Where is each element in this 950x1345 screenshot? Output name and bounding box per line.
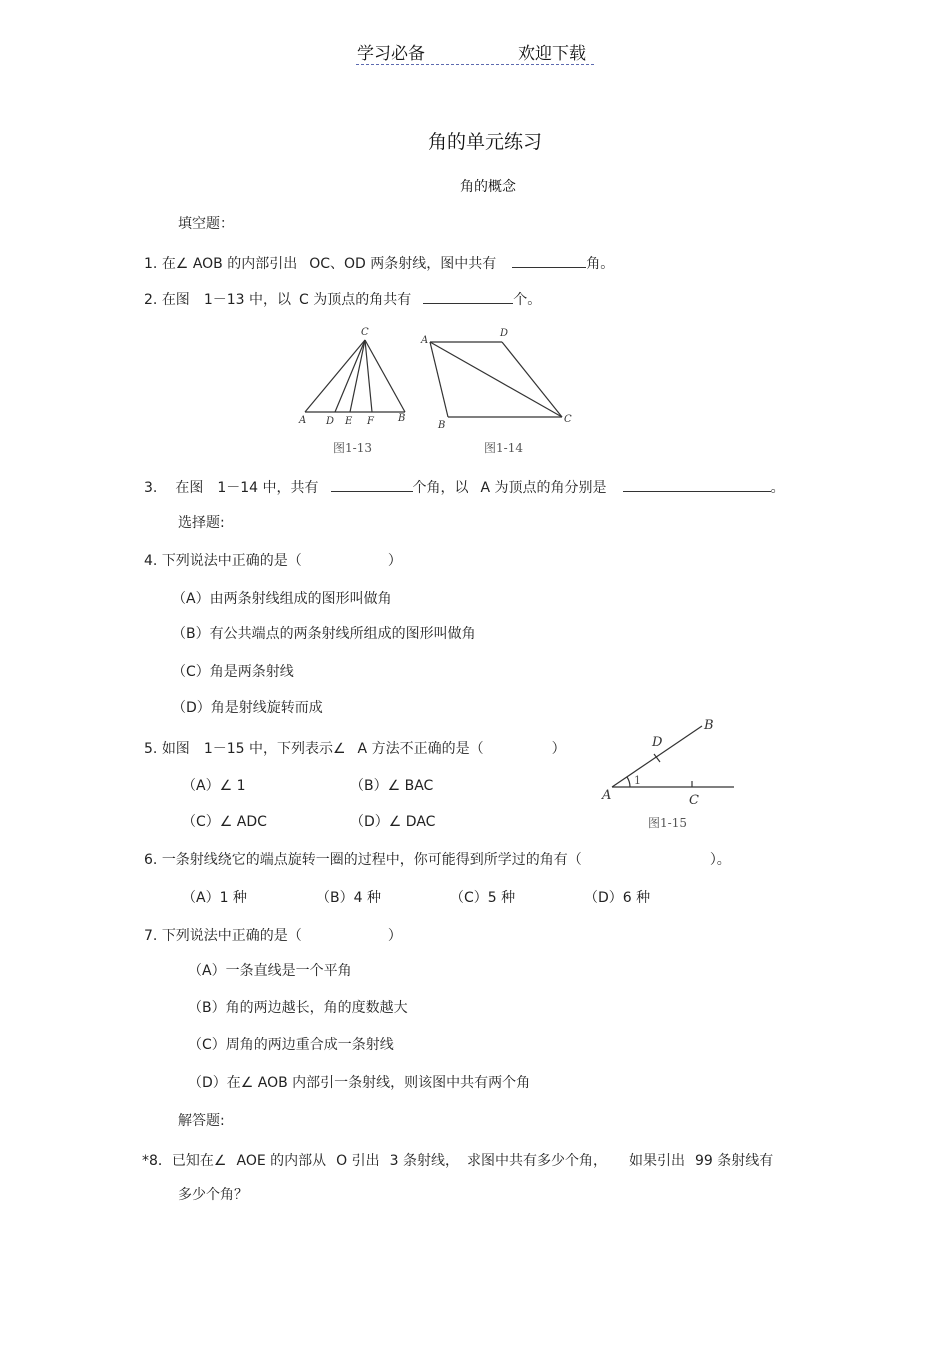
header-left: 学习必备 [357,44,425,64]
q3-text-a: 在图 [175,480,204,496]
q7-option-a[interactable]: （A）一条直线是一个平角 [188,963,352,979]
header-divider [356,64,594,65]
q1-text-c: 角。 [586,256,615,272]
q2-number: 2. [144,292,158,308]
q7-option-d[interactable]: （D）在∠ AOB 内部引一条射线，则该图中共有两个角 [188,1075,531,1091]
figures-1-13-1-14 [290,322,590,462]
q5-option-a[interactable]: （A）∠ 1 [182,778,246,794]
question-4 [144,553,402,569]
q5-option-c[interactable]: （C）∠ ADC [182,814,267,830]
q5-text-a: 如图 [161,741,190,757]
q2-answer-blank[interactable] [423,291,513,304]
q4-stem: 下列说法中正确的是（ [161,553,302,569]
fig13-label-c: C [361,327,369,338]
section-choice: 选择题: [178,515,225,531]
q8-text-e: 求图中共有多少个角， [466,1153,607,1169]
fig13-label-f: F [367,416,374,427]
q6-option-b[interactable]: （B）4 种 [316,890,381,906]
page-title: 角的单元练习 [427,131,542,153]
q8-text-c: O 引出 [336,1153,380,1169]
q1-text-b: OC、OD 两条射线，图中共有 [309,256,497,272]
fig15-label-a: A [602,788,612,803]
q7-stem: 下列说法中正确的是（ [161,928,302,944]
q2-text-b: 1－13 中，以 [203,292,291,308]
fig13-label-e: E [345,416,353,427]
fig14-caption: 图1-14 [484,441,523,455]
q3-text-b: 1－14 中，共有 [217,480,319,496]
q6-option-a[interactable]: （A）1 种 [182,890,247,906]
q5-text-b: 1－15 中，下列表示∠ [203,741,346,757]
q5-text-c: A 方法不正确的是（ [357,741,484,757]
q3-text-c: 个角，以 [412,480,469,496]
q1-number: 1. [144,256,158,272]
section-answer: 解答题: [178,1113,225,1129]
page-subtitle: 角的概念 [460,179,516,195]
q2-text-c: C 为顶点的角共有 [298,292,412,308]
question-6 [144,852,731,868]
q6-option-d[interactable]: （D）6 种 [584,890,651,906]
figure-1-15 [596,712,741,836]
q1-answer-blank[interactable] [512,255,586,268]
q7-close: ） [387,928,402,944]
fig15-label-c: C [689,793,699,808]
question-8 [142,1153,773,1169]
q6-number: 6. [144,852,158,868]
q7-number: 7. [144,928,158,944]
q5-option-d[interactable]: （D）∠ DAC [350,814,436,830]
fig14-label-a: A [421,335,429,346]
q4-number: 4. [144,553,158,569]
q8-line-2: 多少个角？ [178,1187,248,1203]
fig14-label-c: C [564,414,572,425]
q6-stem: 一条射线绕它的端点旋转一圈的过程中，你可能得到所学过的角有（ [161,852,582,868]
fig14-label-b: B [438,420,446,431]
q3-text-d: A 为顶点的角分别是 [480,480,607,496]
q5-close: ） [551,741,566,757]
question-1 [144,255,614,272]
question-5 [144,741,566,757]
q4-option-c[interactable]: （C）角是两条射线 [172,664,294,680]
header-right: 欢迎下载 [518,44,586,64]
q3-text-e: 。 [770,480,785,496]
fig13-caption: 图1-13 [333,441,372,455]
fig13-label-a: A [299,415,307,426]
q2-text-d: 个。 [513,292,542,308]
section-fill-label: 填空题 [178,216,220,232]
question-3 [144,479,785,496]
fig14-label-d: D [500,328,509,339]
fig15-label-d: D [652,735,663,750]
fig15-label-1: 1 [634,774,641,787]
section-fill [178,216,234,232]
q3-angles-blank[interactable] [623,479,771,492]
q8-text-b: AOE 的内部从 [236,1153,327,1169]
q3-number: 3. [144,480,158,496]
q4-option-b[interactable]: （B）有公共端点的两条射线所组成的图形叫做角 [172,626,476,642]
q2-text-a: 在图 [161,292,190,308]
fig13-label-d: D [326,416,335,427]
q8-text-g: 99 条射线有 [694,1153,774,1169]
fig13-label-b: B [398,413,406,424]
question-7 [144,928,402,944]
fig15-label-b: B [704,718,714,733]
q8-text-a: 已知在∠ [171,1153,227,1169]
q3-count-blank[interactable] [331,479,413,492]
q5-option-b[interactable]: （B）∠ BAC [350,778,434,794]
q8-text-d: 3 条射线， [389,1153,459,1169]
q7-option-b[interactable]: （B）角的两边越长，角的度数越大 [188,1000,408,1016]
q1-text-a: 在∠ AOB 的内部引出 [161,256,298,272]
fig15-caption: 图1-15 [648,816,687,830]
q6-option-c[interactable]: （C）5 种 [450,890,516,906]
q4-option-d[interactable]: （D）角是射线旋转而成 [172,700,323,716]
q8-number: *8． [142,1153,172,1169]
q7-option-c[interactable]: （C）周角的两边重合成一条射线 [188,1037,394,1053]
q4-close: ） [387,553,402,569]
q4-option-a[interactable]: （A）由两条射线组成的图形叫做角 [172,591,392,607]
question-2 [144,291,541,308]
q8-text-f: 如果引出 [628,1153,685,1169]
q6-close: ）。 [709,852,731,868]
section-fill-colon: ： [220,216,234,232]
q5-number: 5. [144,741,158,757]
